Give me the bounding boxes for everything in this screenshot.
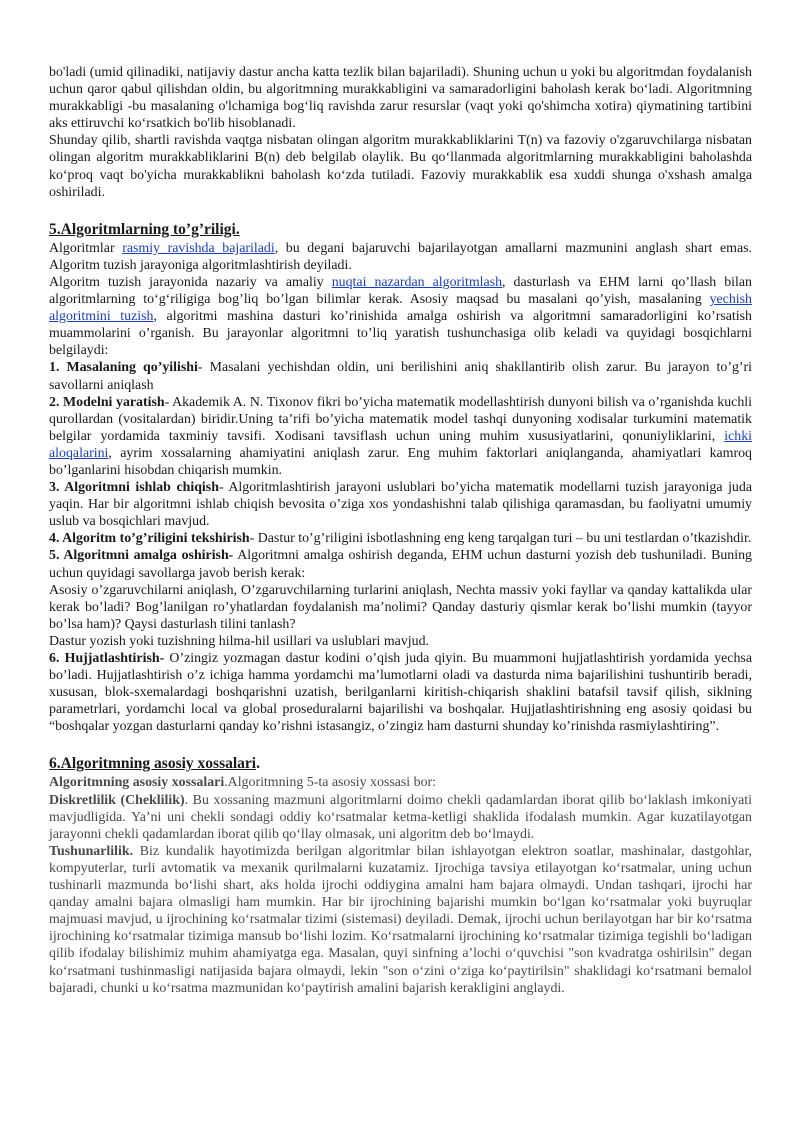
section6-heading: 6.Algoritmning asosiy xossalari. <box>49 755 260 773</box>
section6-lead: Algoritmning asosiy xossalari.Algoritmning 5-ta asosiy xossasi bor: <box>49 775 437 791</box>
stage-5-questions: Asosiy o’zgaruvchilarni aniqlash, O’zgaruvchilarning turlarini aniqlash, Nechta massiv yoki fayllar va qanday kattalikda ular kerak bo’ladi? Bog’lanilgan ro’yhatlardan foydalanish ma’nolimi? Qanday dasturiy qismlar kerak bo’lishi mumkin (tayyor bo’lsa ham)? Qaysi dasturlash tilini tanlash? <box>49 582 752 632</box>
link-rasmiy-ravishda[interactable]: rasmiy ravishda bajariladi <box>122 240 275 256</box>
stage-3-title: 3. Algoritmni ishlab chiqish <box>49 480 219 496</box>
link-nuqtai-nazardan[interactable]: nuqtai nazardan algoritmlash <box>331 274 503 290</box>
stage-3: 3. Algoritmni ishlab chiqish- Algoritmlashtirish jarayoni uslublari bo’yicha matematik modellarni tuzish jarayoniga juda yaqin. Har bir algoritmni ishlab chiqish bevosita o’ziga xos yondashishni talab qilishiga qaramasdan, bu faoliyatni umumiy uslub va bosqichlari mavjud. <box>49 480 752 530</box>
section5-paragraph-2: Algoritm tuzish jarayonida nazariy va amaliy nuqtai nazardan algoritmlash, dasturlash va EHM larni qo’llash bilan algoritmlarning to‘g‘riligiga bog’liq bo’lgan bilimlar kerak. Asosiy maqsad bu masalani qo’yish, masalaning yechish algoritmini tuzish, algoritmi mashina dasturi ko’rinishida amalga oshirish va algoritmni samaradorligini ko’rsatish muammolarini o’rganish. Bu jarayonlar algoritmni to’liq yaratish tushunchasiga olib keladi va quyidagi bosqichlarni belgilaydi: <box>49 274 752 359</box>
stage-5-end: Dastur yozish yoki tuzishning hilma-hil usillari va uslublari mavjud. <box>49 633 430 649</box>
stage-1: 1. Masalaning qo’yilishi- Masalani yechishdan oldin, uni berilishini aniq shakllantirib olish zarur. Bu jarayon to’g’ri savollarni aniqlash <box>49 360 752 393</box>
stage-1-title: 1. Masalaning qo’yilishi <box>49 360 198 376</box>
stage-6-title: 6. Hujjatlashtirish- <box>49 651 165 666</box>
section6-lead-title: Algoritmning asosiy xossalari <box>49 775 225 791</box>
stage-2: 2. Modelni yaratish- Akademik A. N. Tixonov fikri bo’yicha matematik modellashtirish dunyoni bilish va o’rganishda kuchli qurollardan (vositalardan) biridir.Uning ta’rifi bo’yicha matematik model tashqi dunyoning xodisalar turkumini matematik belgilar yordamida taxminiy tavsifi. Xodisani tavsiflash uchun uning muhim xususiyatlarini, qonuniyliklarini, ichki aloqalarini, ayrim xossalarning ahamiyatini aniqlash zarur. Eng muhim faktorlari aniqlanganda, ahamiyatlari kamroq bo’lganlarini hisobdan chiqarish mumkin. <box>49 394 752 478</box>
section5-heading: 5.Algoritmlarning to’g’riligi. <box>49 220 240 238</box>
property-clarity-title: Tushunarlilik. <box>49 843 134 859</box>
intro-paragraph-1: bo'ladi (umid qilinadiki, natijaviy dastur ancha katta tezlik bilan bajariladi). Shuning uchun u yoki bu algoritmdan foydalanish uchun qaror qabul qilishdan oldin, bu algoritmning murakkabligini va samaradorligini baholash kerak bo‘ladi. Algoritmning murakkabligi -bu masalaning o'lchamiga bog‘liq ravishda zarur resurslar (vaqt yoki qo'shimcha xotira) qiymatining tartibini aks ettiruvchi ko‘rsatkich bo'lib hisoblanadi. <box>49 65 752 132</box>
link-yechish-algoritmini[interactable]: yechish algoritmini tuzish <box>49 292 752 325</box>
property-clarity: Tushunarlilik. Biz kundalik hayotimizda berilgan algoritmlar bilan ishlayotgan elektron soatlar, mashinalar, dastgohlar, kompyuterlar, turli avtomatik va mexanik qurilmalarni kuzatamiz. Ijrochiga tavsiya etilayotgan ko‘rsatmalar, uning uchun tushinarli mazmunda bo‘lishi shart, aks holda ijrochi oddiygina amalni ham bajara olmaydi. Undan tashqari, ijrochi har qanday amalni bajara olmasligi ham mumkin. Har bir ijrochining bajarishi mumkin bo‘lgan ko‘rsatmalar yoki buyruqlar majmuasi mavjud, u ijrochining ko‘rsatmalar tizimi (sistemasi) deyiladi. Demak, ijrochi uchun berilayotgan har bir ko‘rsatma ijrochining ko‘rsatmalar tizimiga mansub bo‘lishi lozim. Ko‘rsatmalarni ijrochining ko‘rsatmalar tizimiga tegishli bo‘ladigan qilib ifodalay bilishimiz muhim ahamiyatga ega. Masalan, quyi sinfning a’lochi o‘quvchisi "son kvadratga oshirilsin" degan ko‘rsatmani tushinmasligi natijasida bajara olmaydi, lekin "son o‘zini o‘ziga ko‘paytirilsin" shaklidagi ko‘rsatmani bemalol bajaradi, chunki u ko‘rsatma mazmunidan ko‘paytirish amalini bajarish kerakligini anglaydi. <box>49 843 752 996</box>
property-discreteness: Diskretlilik (Cheklilik). Bu xossaning mazmuni algoritmlarni doimo chekli qadamlardan iborat qilib bo‘laklash imkoniyati mavjudligida. Ya’ni uni chekli sondagi oddiy ko‘rsatmalar ketma-ketligi shaklida ifodalash mumkin. Agar kuzatilayotgan jarayonni chekli qadamlardan iborat qilib qo‘llay olmasak, uni algoritm deb bo‘lmaydi. <box>49 792 752 842</box>
link-ichki-aloqalarini[interactable]: ichki aloqalarini <box>49 428 752 461</box>
stage-4: 4. Algoritm to’g’riligini tekshirish- Dastur to’g’riligini isbotlashning eng keng tarqalgan turi – bu uni testlardan o’tkazishdir. <box>49 531 752 547</box>
intro-paragraph-2: Shunday qilib, shartli ravishda vaqtga nisbatan olingan algoritm murakkabliklarini T(n) va fazoviy o'zgaruvchilarga nisbatan olingan algoritm murakkabliklarini B(n) deb belgilab olaylik. Bu qo‘llanmada algoritmlarning murakkabligini baholashda ko‘proq vaqt bo'yicha murakkablikni baholash ko‘zda tutiladi. Fazoviy murakkablik esa xuddi shunga o'xshash amalga oshiriladi. <box>49 133 752 200</box>
stage-5-title: 5. Algoritmni amalga oshirish- <box>49 548 234 564</box>
document-page <box>49 64 752 997</box>
stage-5: 5. Algoritmni amalga oshirish- Algoritmni amalga oshirish deganda, EHM uchun dasturni yozish deb tushuniladi. Buning uchun quyidagi savollarga javob berish kerak: <box>49 548 752 581</box>
section5-paragraph-1: Algoritmlar rasmiy ravishda bajariladi, bu degani bajaruvchi bajarilayotgan amallarni mazmunini anglash shart emas. Algoritm tuzish jarayoniga algoritmlashtirish deyiladi. <box>49 240 752 273</box>
property-discreteness-title: Diskretlilik (Cheklilik) <box>49 792 185 808</box>
stage-2-title: 2. Modelni yaratish <box>49 394 165 410</box>
stage-6: 6. Hujjatlashtirish- O’zingiz yozmagan dastur kodini o’qish juda qiyin. Bu muammoni hujjatlashtirish yordamida yechsa bo’ladi. Hujjatlashtirish o’z ichiga hamma yordamchi ma’lumotlarni oladi va dasturda nima bajarilishini tushuntirib beradi, xususan, blok-sxemalardagi boshqarishni uzatish, berilganlarni kiritish-chiqarish shaklini batafsil tavsif qilish, siklning parametrlari, yordamchi local va global proseduralarni bajarilishi va boshqalar. Hujjatlashtirishning eng asosiy qoidasi bu “boshqalar yozgan dasturlarni qanday ko’rishni istasangiz, o’zingiz ham dasturni shunday ko’rinishda rasmiylashtiring”. <box>49 651 752 735</box>
stage-4-title: 4. Algoritm to’g’riligini tekshirish <box>49 531 250 547</box>
